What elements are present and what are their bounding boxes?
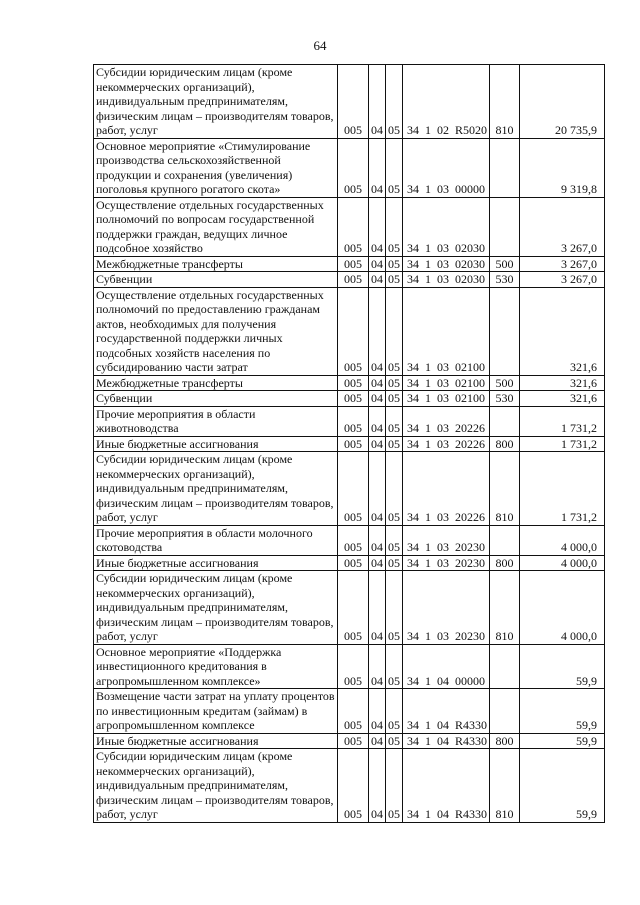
name-cell: Прочие мероприятия в области молочного скотоводства — [94, 525, 338, 555]
amount-cell: 1 731,2 — [520, 406, 605, 436]
subsection-code-cell: 05 — [386, 375, 403, 391]
expense-type-cell: 810 — [490, 65, 520, 139]
table-row — [94, 375, 605, 391]
expense-type-cell: 810 — [490, 452, 520, 526]
amount-cell: 4 000,0 — [520, 555, 605, 571]
amount-cell: 59,9 — [520, 733, 605, 749]
section-code-cell: 04 — [369, 571, 386, 645]
table-row — [94, 436, 605, 452]
subsection-code-cell: 05 — [386, 138, 403, 197]
target-article-cell: 34 1 02 R5020 — [403, 65, 490, 139]
ministry-code-cell: 005 — [338, 197, 369, 256]
table-row — [94, 391, 605, 407]
ministry-code-cell: 005 — [338, 452, 369, 526]
table-row — [94, 733, 605, 749]
name-cell: Иные бюджетные ассигнования — [94, 436, 338, 452]
table-row — [94, 138, 605, 197]
page-number: 64 — [313, 38, 327, 53]
amount-cell: 321,6 — [520, 375, 605, 391]
subsection-code-cell: 05 — [386, 733, 403, 749]
amount-cell: 3 267,0 — [520, 272, 605, 288]
name-cell: Субвенции — [94, 391, 338, 407]
expense-type-cell: 810 — [490, 749, 520, 823]
table-row — [94, 452, 605, 526]
budget-table — [93, 64, 605, 823]
amount-cell: 59,9 — [520, 644, 605, 689]
amount-cell: 9 319,8 — [520, 138, 605, 197]
target-article-cell: 34 1 03 02100 — [403, 287, 490, 375]
section-code-cell: 04 — [369, 406, 386, 436]
amount-cell: 20 735,9 — [520, 65, 605, 139]
section-code-cell: 04 — [369, 65, 386, 139]
expense-type-cell — [490, 287, 520, 375]
name-cell: Осуществление отдельных государственных полномочий по предоставлению гражданам актов, необходимых для получения государственной поддержки личных подсобных хозяйств населения по субсидированию части затрат — [94, 287, 338, 375]
table-row — [94, 571, 605, 645]
ministry-code-cell: 005 — [338, 256, 369, 272]
target-article-cell: 34 1 03 20230 — [403, 555, 490, 571]
name-cell: Осуществление отдельных государственных полномочий по вопросам государственной поддержки граждан, ведущих личное подсобное хозяйство — [94, 197, 338, 256]
section-code-cell: 04 — [369, 749, 386, 823]
ministry-code-cell: 005 — [338, 555, 369, 571]
name-cell: Возмещение части затрат на уплату процентов по инвестиционным кредитам (займам) в агропромышленном комплексе — [94, 689, 338, 734]
subsection-code-cell: 05 — [386, 391, 403, 407]
target-article-cell: 34 1 04 R4330 — [403, 689, 490, 734]
target-article-cell: 34 1 03 00000 — [403, 138, 490, 197]
target-article-cell: 34 1 04 R4330 — [403, 733, 490, 749]
target-article-cell: 34 1 03 02100 — [403, 375, 490, 391]
ministry-code-cell: 005 — [338, 571, 369, 645]
subsection-code-cell: 05 — [386, 65, 403, 139]
section-code-cell: 04 — [369, 391, 386, 407]
table-row — [94, 197, 605, 256]
table-row — [94, 749, 605, 823]
subsection-code-cell: 05 — [386, 749, 403, 823]
amount-cell: 1 731,2 — [520, 452, 605, 526]
expense-type-cell: 800 — [490, 733, 520, 749]
expense-type-cell: 530 — [490, 272, 520, 288]
section-code-cell: 04 — [369, 689, 386, 734]
section-code-cell: 04 — [369, 452, 386, 526]
target-article-cell: 34 1 03 20226 — [403, 436, 490, 452]
name-cell: Иные бюджетные ассигнования — [94, 555, 338, 571]
name-cell: Межбюджетные трансферты — [94, 256, 338, 272]
target-article-cell: 34 1 03 02030 — [403, 256, 490, 272]
expense-type-cell — [490, 406, 520, 436]
subsection-code-cell: 05 — [386, 256, 403, 272]
expense-type-cell: 530 — [490, 391, 520, 407]
name-cell: Субвенции — [94, 272, 338, 288]
section-code-cell: 04 — [369, 436, 386, 452]
amount-cell: 59,9 — [520, 689, 605, 734]
target-article-cell: 34 1 04 R4330 — [403, 749, 490, 823]
table-row — [94, 689, 605, 734]
expense-type-cell: 810 — [490, 571, 520, 645]
amount-cell: 4 000,0 — [520, 525, 605, 555]
expense-type-cell: 800 — [490, 436, 520, 452]
section-code-cell: 04 — [369, 525, 386, 555]
amount-cell: 4 000,0 — [520, 571, 605, 645]
ministry-code-cell: 005 — [338, 391, 369, 407]
target-article-cell: 34 1 03 20226 — [403, 452, 490, 526]
name-cell: Субсидии юридическим лицам (кроме некоммерческих организаций), индивидуальным предпринимателям, физическим лицам – производителям товаров, работ, услуг — [94, 452, 338, 526]
section-code-cell: 04 — [369, 197, 386, 256]
table-row — [94, 287, 605, 375]
expense-type-cell — [490, 689, 520, 734]
subsection-code-cell: 05 — [386, 406, 403, 436]
subsection-code-cell: 05 — [386, 287, 403, 375]
name-cell: Субсидии юридическим лицам (кроме некоммерческих организаций), индивидуальным предпринимателям, физическим лицам – производителям товаров, работ, услуг — [94, 749, 338, 823]
table-row — [94, 272, 605, 288]
ministry-code-cell: 005 — [338, 644, 369, 689]
expense-type-cell — [490, 138, 520, 197]
amount-cell: 321,6 — [520, 391, 605, 407]
expense-type-cell: 500 — [490, 375, 520, 391]
ministry-code-cell: 005 — [338, 138, 369, 197]
section-code-cell: 04 — [369, 644, 386, 689]
name-cell: Прочие мероприятия в области животноводства — [94, 406, 338, 436]
ministry-code-cell: 005 — [338, 525, 369, 555]
subsection-code-cell: 05 — [386, 525, 403, 555]
ministry-code-cell: 005 — [338, 436, 369, 452]
subsection-code-cell: 05 — [386, 197, 403, 256]
table-row — [94, 256, 605, 272]
amount-cell: 59,9 — [520, 749, 605, 823]
ministry-code-cell: 005 — [338, 749, 369, 823]
section-code-cell: 04 — [369, 375, 386, 391]
name-cell: Межбюджетные трансферты — [94, 375, 338, 391]
name-cell: Субсидии юридическим лицам (кроме некоммерческих организаций), индивидуальным предпринимателям, физическим лицам – производителям товаров, работ, услуг — [94, 65, 338, 139]
target-article-cell: 34 1 03 02030 — [403, 197, 490, 256]
name-cell: Субсидии юридическим лицам (кроме некоммерческих организаций), индивидуальным предпринимателям, физическим лицам – производителям товаров, работ, услуг — [94, 571, 338, 645]
section-code-cell: 04 — [369, 138, 386, 197]
subsection-code-cell: 05 — [386, 644, 403, 689]
expense-type-cell — [490, 644, 520, 689]
target-article-cell: 34 1 03 20230 — [403, 571, 490, 645]
target-article-cell: 34 1 03 02100 — [403, 391, 490, 407]
ministry-code-cell: 005 — [338, 287, 369, 375]
expense-type-cell: 800 — [490, 555, 520, 571]
expense-type-cell: 500 — [490, 256, 520, 272]
section-code-cell: 04 — [369, 733, 386, 749]
expense-type-cell — [490, 197, 520, 256]
table-row — [94, 65, 605, 139]
target-article-cell: 34 1 03 20230 — [403, 525, 490, 555]
target-article-cell: 34 1 03 02030 — [403, 272, 490, 288]
ministry-code-cell: 005 — [338, 689, 369, 734]
section-code-cell: 04 — [369, 555, 386, 571]
subsection-code-cell: 05 — [386, 555, 403, 571]
subsection-code-cell: 05 — [386, 689, 403, 734]
table-row — [94, 555, 605, 571]
name-cell: Основное мероприятие «Поддержка инвестиционного кредитования в агропромышленном комплексе» — [94, 644, 338, 689]
subsection-code-cell: 05 — [386, 272, 403, 288]
name-cell: Основное мероприятие «Стимулирование производства сельскохозяйственной продукции и сохранения (увеличения) поголовья крупного рогатого скота» — [94, 138, 338, 197]
table-row — [94, 644, 605, 689]
expense-type-cell — [490, 525, 520, 555]
subsection-code-cell: 05 — [386, 571, 403, 645]
table-row — [94, 525, 605, 555]
ministry-code-cell: 005 — [338, 272, 369, 288]
section-code-cell: 04 — [369, 272, 386, 288]
table-row — [94, 406, 605, 436]
target-article-cell: 34 1 04 00000 — [403, 644, 490, 689]
amount-cell: 3 267,0 — [520, 256, 605, 272]
section-code-cell: 04 — [369, 256, 386, 272]
subsection-code-cell: 05 — [386, 436, 403, 452]
name-cell: Иные бюджетные ассигнования — [94, 733, 338, 749]
ministry-code-cell: 005 — [338, 65, 369, 139]
amount-cell: 321,6 — [520, 287, 605, 375]
ministry-code-cell: 005 — [338, 733, 369, 749]
section-code-cell: 04 — [369, 287, 386, 375]
ministry-code-cell: 005 — [338, 406, 369, 436]
amount-cell: 3 267,0 — [520, 197, 605, 256]
amount-cell: 1 731,2 — [520, 436, 605, 452]
target-article-cell: 34 1 03 20226 — [403, 406, 490, 436]
subsection-code-cell: 05 — [386, 452, 403, 526]
ministry-code-cell: 005 — [338, 375, 369, 391]
